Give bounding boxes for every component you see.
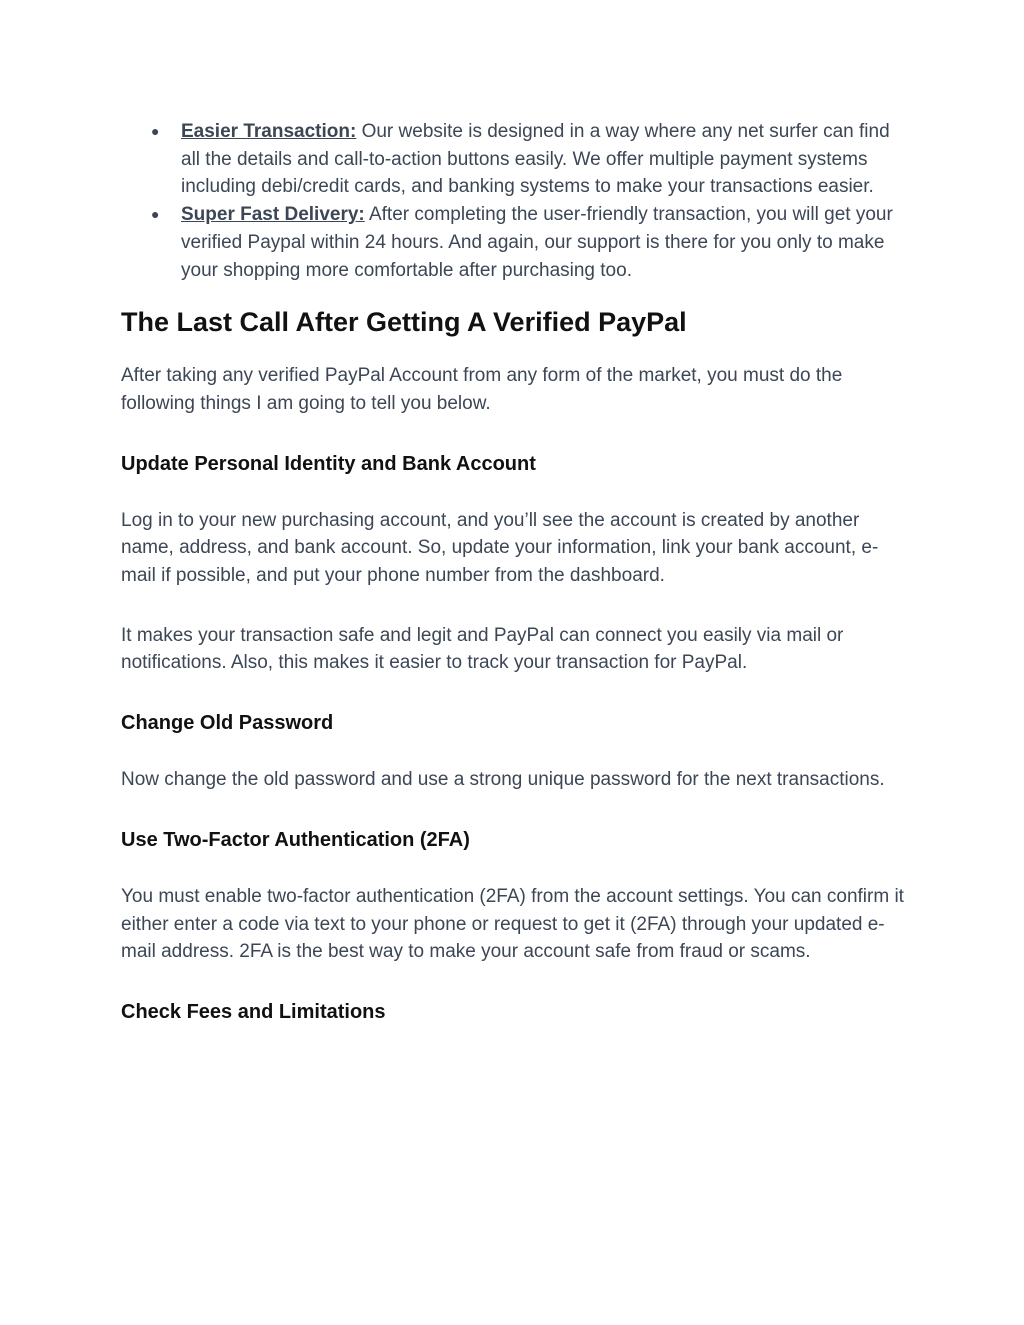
bullet-item-super-fast-delivery [121, 201, 911, 284]
bullet-dot-icon: ● [151, 123, 160, 139]
paragraph-update-identity-2: It makes your transaction safe and legit and PayPal can connect you easily via mail or notifications. Also, this makes it easier to track your transaction for PayPal. [121, 624, 844, 674]
bullet-text: After completing the user-friendly transaction, you will get your verified Paypal within 24 hours. And again, our support is there for you only to make your shopping more comfortable after purchasing too. [181, 204, 893, 281]
section-heading-2fa: Use Two-Factor Authentication (2FA) [121, 828, 470, 851]
bullet-item-easier-transaction [121, 118, 911, 201]
bullet-lead-link[interactable]: Easier Transaction: [181, 121, 357, 142]
section-heading-update-identity: Update Personal Identity and Bank Account [121, 452, 536, 475]
bullet-lead-link[interactable]: Super Fast Delivery: [181, 204, 365, 226]
document-page [121, 118, 911, 1026]
intro-paragraph: After taking any verified PayPal Account from any form of the market, you must do the following things I am going to tell you below. [121, 365, 843, 414]
section-heading-fees: Check Fees and Limitations [121, 1000, 386, 1023]
feature-bullet-list [121, 118, 911, 284]
main-heading: The Last Call After Getting A Verified PayPal [121, 307, 687, 338]
paragraph-2fa: You must enable two-factor authentication (2FA) from the account settings. You can confirm it either enter a code via text to your phone or request to get it (2FA) through your updated e-mail address. 2FA is the best way to make your account safe from fraud or scams. [121, 885, 904, 963]
bullet-text: Our website is designed in a way where any net surfer can find all the details and call-to-action buttons easily. We offer multiple payment systems including debi/credit cards, and banking systems to make your transactions easier. [181, 121, 890, 198]
section-heading-change-password: Change Old Password [121, 712, 334, 735]
bullet-dot-icon: ● [151, 206, 160, 223]
paragraph-update-identity-1: Log in to your new purchasing account, and you’ll see the account is created by another name, address, and bank account. So, update your information, link your bank account, e-mail if possible, and put your phone number from the dashboard. [121, 509, 879, 587]
paragraph-change-password: Now change the old password and use a strong unique password for the next transactions. [121, 769, 885, 791]
